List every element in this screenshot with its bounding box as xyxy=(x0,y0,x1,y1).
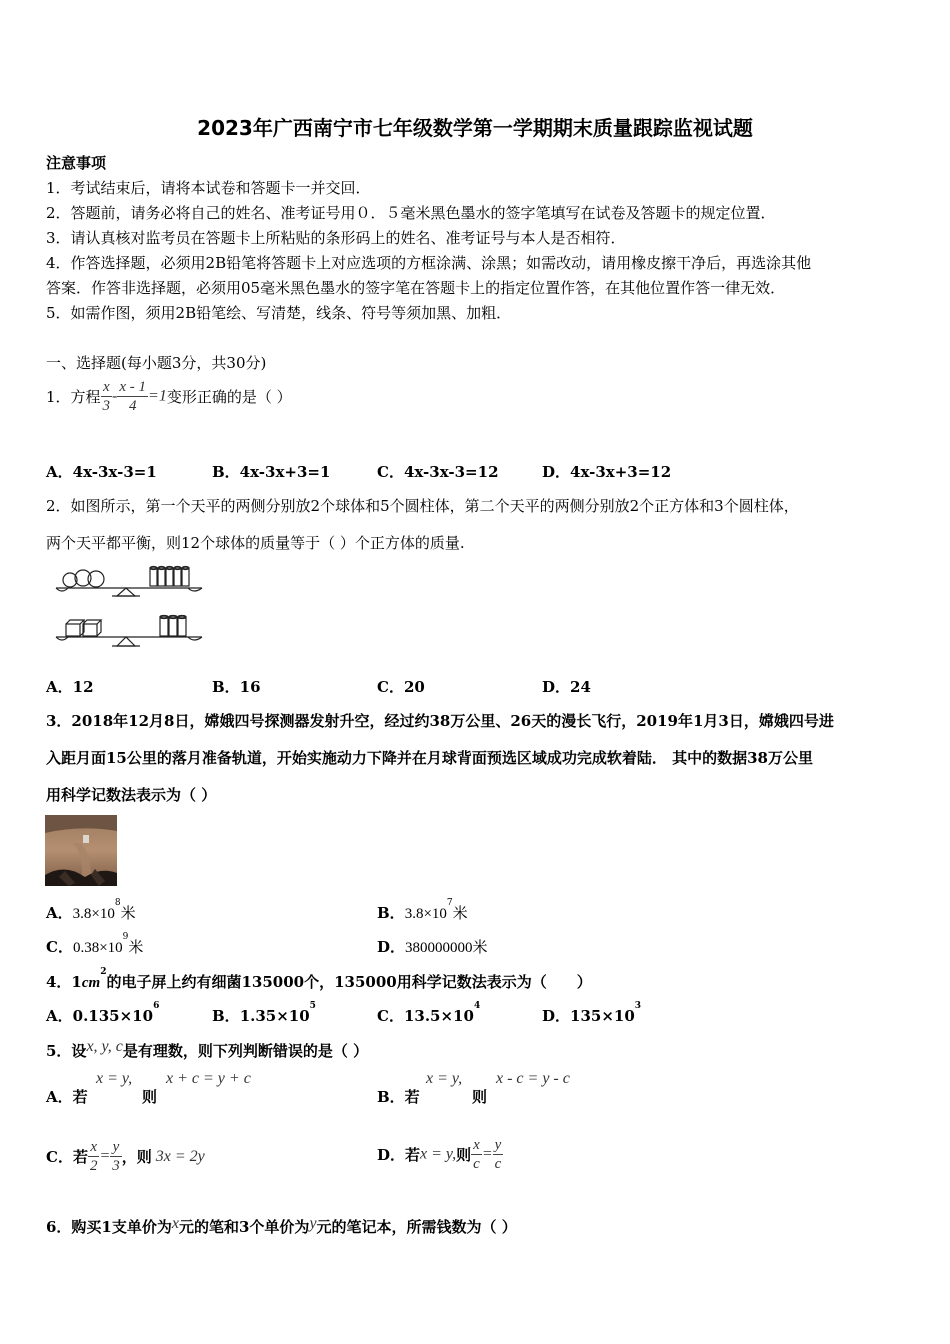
option-c: C．若 $\frac{x}{2}$ = $\frac{y}{3}$ ，则 3x = 2y xyxy=(46,1139,205,1174)
question-2-line1: 2．如图所示，第一个天平的两侧分别放2个球体和5个圆柱体，第二个天平的两侧分别放2个正方体和3个圆柱体， xyxy=(46,497,799,515)
q1-suffix: 变形正确的是（ ） xyxy=(166,388,292,406)
option-d: D．$135\times 10^3$ xyxy=(542,1001,642,1025)
q1-prefix: 1．方程 xyxy=(46,388,101,406)
balance-scale-1 xyxy=(56,567,202,597)
option-c: C．20 xyxy=(377,678,425,696)
option-d: D．24 xyxy=(542,678,591,696)
question-1 xyxy=(46,378,292,415)
option-a: A．4x-3x-3=1 xyxy=(46,463,157,481)
option-a-label: A．若 xyxy=(46,1088,88,1106)
question-2-line2: 两个天平都平衡，则12个球体的质量等于（ ）个正方体的质量. xyxy=(46,534,465,552)
question-6: 6．购买1支单价为x元的笔和3个单价为y元的笔记本，所需钱数为（ ） xyxy=(46,1215,517,1236)
fraction: $\frac{x}{c}$ xyxy=(473,1137,480,1172)
option-a-condition: x = y, xyxy=(96,1070,133,1087)
option-a: A．12 xyxy=(46,678,94,696)
option-b: B．$1.35\times 10^5$ xyxy=(212,1001,316,1025)
option-b-condition: x = y, xyxy=(426,1070,463,1087)
question-3-line1: 3．2018年12月8日，嫦娥四号探测器发射升空，经过约38万公里、26天的漫长飞行，2019年1月3日，嫦娥四号进 xyxy=(46,712,834,730)
option-a-then: 则 xyxy=(142,1088,158,1106)
fraction: $\frac{x - 1}{4}$ xyxy=(119,379,147,414)
notice-item: 2．答题前，请务必将自己的姓名、准考证号用０．５毫米黑色墨水的签字笔填写在试卷及答题卡的规定位置． xyxy=(46,204,776,222)
page-title: 2023年广西南宁市七年级数学第一学期期末质量跟踪监视试题 xyxy=(197,116,753,140)
fraction: $\frac{x}{3}$ xyxy=(102,379,111,414)
section-heading: 一、选择题(每小题3分，共30分) xyxy=(46,354,267,372)
fraction: $\frac{y}{c}$ xyxy=(494,1137,502,1172)
notice-item: 答案．作答非选择题，必须用05毫米黑色墨水的签字笔在答题卡上的指定位置作答，在其他位置作答一律无效． xyxy=(46,279,786,297)
option-b-label: B．若 xyxy=(377,1088,420,1106)
notice-item: 1．考试结束后，请将本试卷和答题卡一并交回． xyxy=(46,179,371,197)
option-a-result: x + c = y + c xyxy=(166,1070,251,1087)
notice-item: 5．如需作图，须用2B铅笔绘、写清楚，线条、符号等须加黑、加粗． xyxy=(46,304,512,322)
option-c: C．4x-3x-3=12 xyxy=(377,463,499,481)
question-3-line3: 用科学记数法表示为（ ） xyxy=(46,786,217,804)
balance-scale-2 xyxy=(56,616,202,647)
moon-landing-photo xyxy=(45,815,117,886)
notice-heading: 注意事项 xyxy=(46,154,107,172)
question-5: 5．设x, y, c是有理数，则下列判断错误的是（ ） xyxy=(46,1038,369,1060)
option-b: B．$3.8\times 10^7$米 xyxy=(377,898,468,922)
minus-sign: - xyxy=(112,387,118,405)
balance-scales-figure xyxy=(52,562,207,657)
option-c: C．$0.38\times 10^9$米 xyxy=(46,932,144,956)
option-b-result: x - c = y - c xyxy=(496,1070,570,1087)
option-b: B．16 xyxy=(212,678,261,696)
fraction: $\frac{x}{2}$ xyxy=(89,1139,98,1174)
question-3-line2: 入距月面15公里的落月准备轨道，开始实施动力下降并在月球背面预选区域成功完成软着陆． 其中的数据38万公里 xyxy=(46,749,813,767)
option-d: D．若x = y,则 $\frac{x}{c}$ = $\frac{y}{c}$ xyxy=(377,1137,502,1172)
option-b: B．4x-3x+3=1 xyxy=(212,463,331,481)
question-4: 4．$1cm^2$的电子屏上约有细菌135000个，135000用科学记数法表示为（ ） xyxy=(46,967,592,991)
option-a: A．$0.135\times 10^6$ xyxy=(46,1001,160,1025)
equation-rhs: =1 xyxy=(148,387,167,405)
option-a: A．$3.8\times 10^8$米 xyxy=(46,898,136,922)
option-d: D．4x-3x+3=12 xyxy=(542,463,672,481)
option-d: D．380000000米 xyxy=(377,938,488,956)
notice-item: 4．作答选择题，必须用2B铅笔将答题卡上对应选项的方框涂满、涂黑；如需改动，请用橡皮擦干净后，再选涂其他 xyxy=(46,254,812,272)
notice-item: 3．请认真核对监考员在答题卡上所粘贴的条形码上的姓名、准考证号与本人是否相符． xyxy=(46,229,626,247)
option-b-then: 则 xyxy=(472,1088,488,1106)
fraction: $\frac{y}{3}$ xyxy=(112,1139,120,1174)
option-c: C．$13.5\times 10^4$ xyxy=(377,1001,481,1025)
